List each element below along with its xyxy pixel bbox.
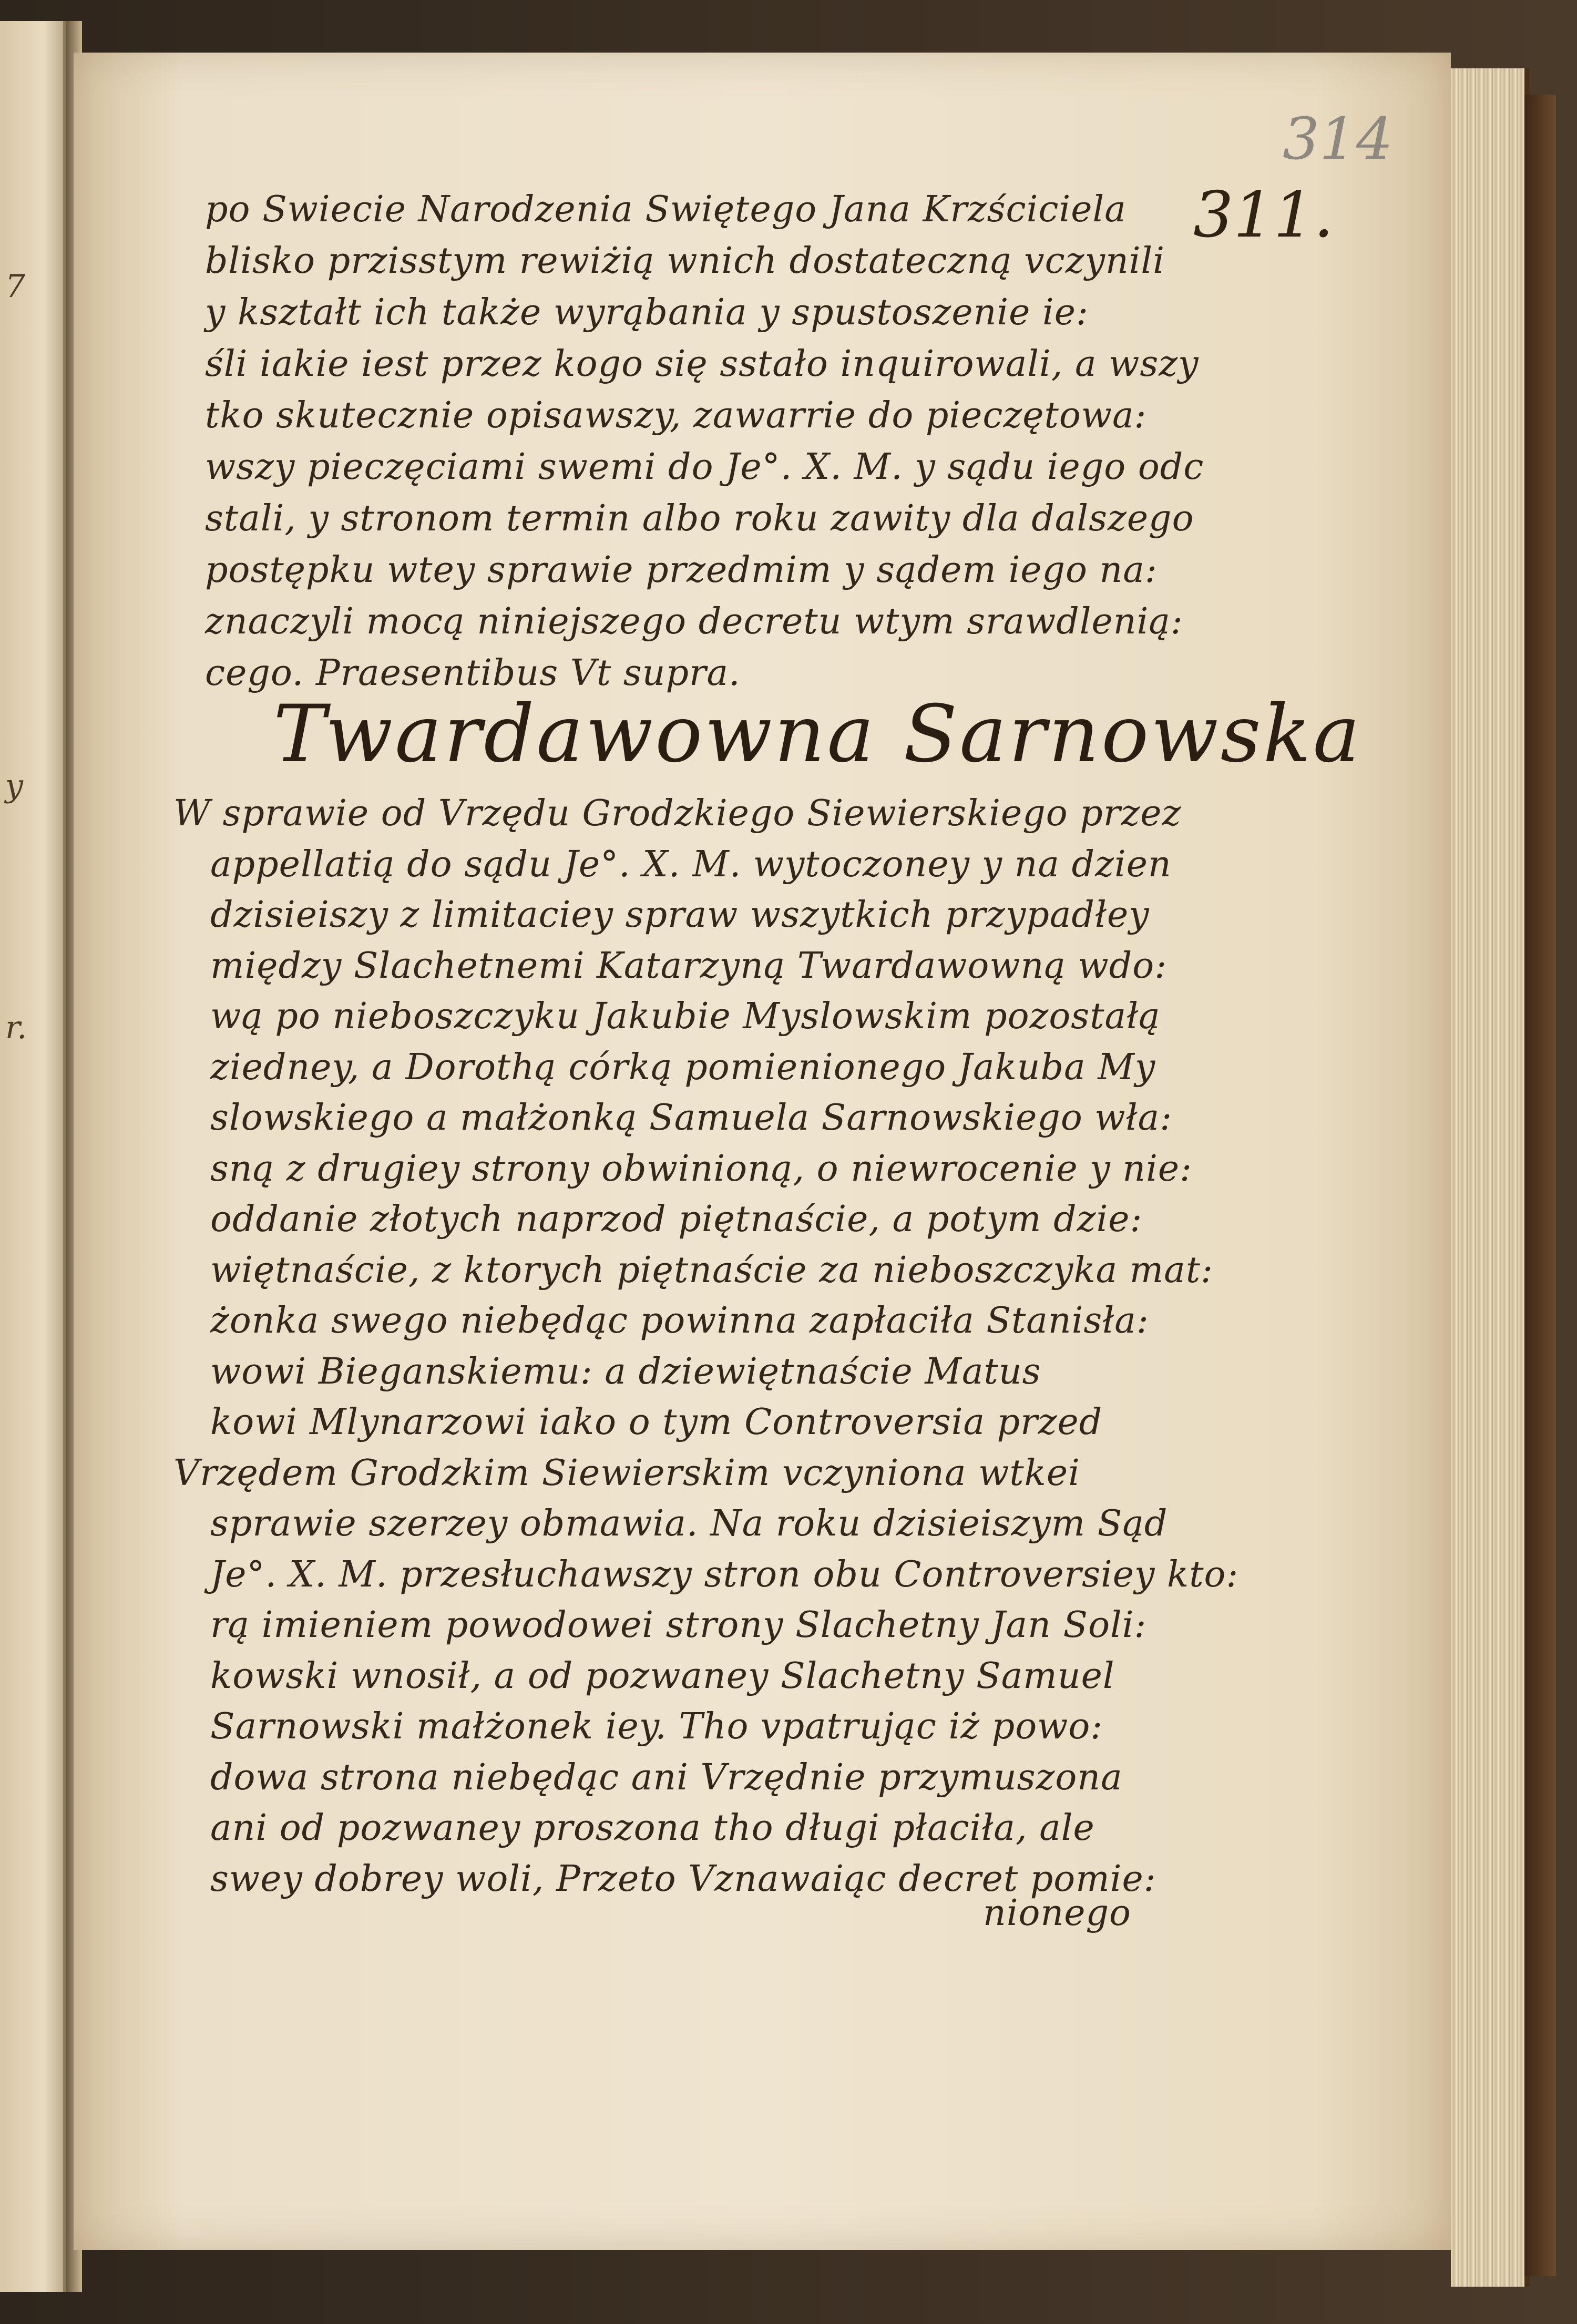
text-line: cego. Praesentibus Vt supra.: [205, 652, 741, 694]
paragraph-continuation: [205, 184, 1204, 699]
text-line: rą imieniem powodowei strony Slachetny Jan Soli:: [210, 1604, 1147, 1646]
previous-page-edge: [0, 21, 66, 2292]
text-line: po Swiecie Narodzenia Swiętego Jana Krzściciela: [205, 189, 1127, 230]
text-line: Vrzędem Grodzkim Siewierskim vczyniona wtkei: [173, 1452, 1080, 1494]
text-line: sprawie szerzey obmawia. Na roku dzisieiszym Sąd: [210, 1503, 1168, 1544]
text-line: y kształt ich także wyrąbania y spustoszenie ie:: [205, 292, 1089, 333]
left-margin-mark: 7: [5, 268, 26, 305]
text-line: kowi Mlynarzowi iako o tym Controversia przed: [210, 1401, 1103, 1443]
page-edges: [1451, 68, 1530, 2287]
text-line: postępku wtey sprawie przedmim y sądem iego na:: [205, 549, 1158, 591]
text-line: między Slachetnemi Katarzyną Twardawowną wdo:: [210, 945, 1168, 987]
text-line: więtnaście, z ktorych piętnaście za nieboszczyka mat:: [210, 1249, 1214, 1291]
paragraph-entry: [173, 789, 1238, 1905]
text-line: dzisieiszy z limitaciey spraw wszytkich przypadłey: [210, 894, 1150, 936]
folio-number-ink: 311.: [1193, 179, 1334, 252]
left-margin-mark: r.: [5, 1009, 27, 1046]
text-line: wszy pieczęciami swemi do Je°. X. M. y sądu iego odc: [205, 446, 1204, 488]
text-line: blisko przisstym rewiżią wnich dostateczną vczynili: [205, 240, 1165, 282]
text-line: Je°. X. M. przesłuchawszy stron obu Controversiey kto:: [210, 1553, 1239, 1595]
text-line: dowa strona niebędąc ani Vrzędnie przymuszona: [210, 1756, 1123, 1798]
text-line: kowski wnosił, a od pozwaney Slachetny Samuel: [210, 1655, 1115, 1697]
left-margin-mark: y: [5, 767, 23, 804]
binding-shadow: [1524, 95, 1556, 2276]
text-line: tko skutecznie opisawszy, zawarrie do pieczętowa:: [205, 395, 1147, 436]
entry-heading: Twardawowna Sarnowska: [273, 689, 1362, 780]
text-line: wowi Bieganskiemu: a dziewiętnaście Matus: [210, 1350, 1041, 1393]
folio-number-pencil: 314: [1283, 105, 1393, 172]
text-line: Sarnowski małżonek iey. Tho vpatrując iż powo:: [210, 1706, 1103, 1747]
text-line: śli iakie iest przez kogo się sstało inquirowali, a wszy: [205, 343, 1199, 385]
text-line: ziedney, a Dorothą córką pomienionego Jakuba My: [210, 1046, 1156, 1088]
catchword: nionego: [983, 1892, 1131, 1934]
text-line: W sprawie od Vrzędu Grodzkiego Siewierskiego przez: [173, 793, 1182, 834]
text-line: stali, y stronom termin albo roku zawity dla dalszego: [205, 498, 1194, 539]
text-line: oddanie złotych naprzod piętnaście, a potym dzie:: [210, 1199, 1143, 1240]
text-line: sną z drugiey strony obwinioną, o niewrocenie y nie:: [210, 1148, 1193, 1190]
text-line: appellatią do sądu Je°. X. M. wytoczoney y na dzien: [210, 843, 1172, 885]
text-line: wą po nieboszczyku Jakubie Myslowskim pozostałą: [210, 996, 1161, 1037]
text-line: ani od pozwaney proszona tho długi płaciła, ale: [210, 1807, 1095, 1849]
text-line: swey dobrey woli, Przeto Vznawaiąc decret pomie:: [210, 1858, 1156, 1900]
text-line: znaczyli mocą niniejszego decretu wtym srawdlenią:: [205, 601, 1183, 642]
text-line: żonka swego niebędąc powinna zapłaciła Stanisła:: [210, 1300, 1149, 1342]
text-line: slowskiego a małżonką Samuela Sarnowskiego wła:: [210, 1097, 1173, 1139]
